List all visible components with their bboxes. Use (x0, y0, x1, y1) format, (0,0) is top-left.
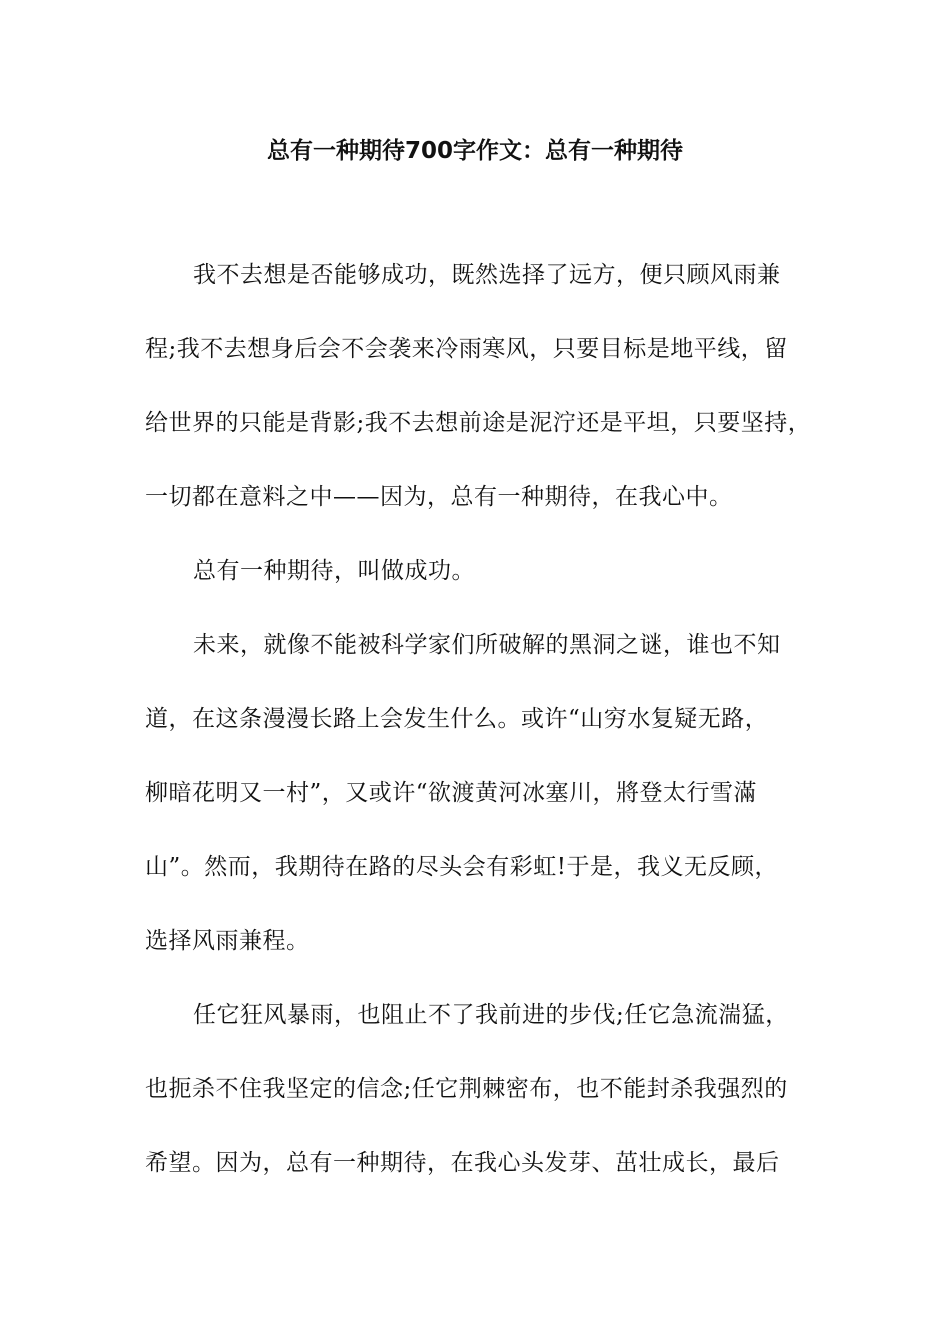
paragraph-line: 未来，就像不能被科学家们所破解的黑洞之谜，谁也不知 (193, 632, 781, 658)
document-title: 总有一种期待700字作文：总有一种期待 (266, 138, 683, 164)
document-body (145, 255, 817, 1217)
paragraph-line: 总有一种期待，叫做成功。 (193, 558, 475, 584)
paragraph-line: 柳暗花明又一村”，又或许“欲渡黄河冰塞川，將登太行雪滿 (145, 780, 758, 806)
paragraph-4 (145, 995, 817, 1217)
paragraph-line: 选择风雨兼程。 (145, 928, 310, 954)
paragraph-line: 我不去想是否能够成功，既然选择了远方，便只顾风雨兼 (193, 262, 781, 288)
paragraph-line: 也扼杀不住我坚定的信念;任它荆棘密布，也不能封杀我强烈的 (145, 1076, 788, 1102)
paragraph-line: 道，在这条漫漫长路上会发生什么。或许“山穷水复疑无路， (145, 706, 769, 732)
paragraph-1 (145, 255, 817, 551)
paragraph-line: 希望。因为，总有一种期待，在我心头发芽、茁壮成长，最后 (145, 1150, 780, 1176)
paragraph-3 (145, 625, 817, 995)
paragraph-2 (145, 551, 817, 625)
paragraph-line: 一切都在意料之中——因为，总有一种期待，在我心中。 (145, 484, 733, 510)
paragraph-line: 程;我不去想身后会不会袭来冷雨寒风，只要目标是地平线，留 (145, 336, 788, 362)
paragraph-line: 任它狂风暴雨，也阻止不了我前进的步伐;任它急流湍猛， (193, 1002, 789, 1028)
paragraph-line: 给世界的只能是背影;我不去想前途是泥泞还是平坦，只要坚持， (145, 410, 812, 436)
paragraph-line: 山”。然而，我期待在路的尽头会有彩虹!于是，我义无反顾， (145, 854, 779, 880)
